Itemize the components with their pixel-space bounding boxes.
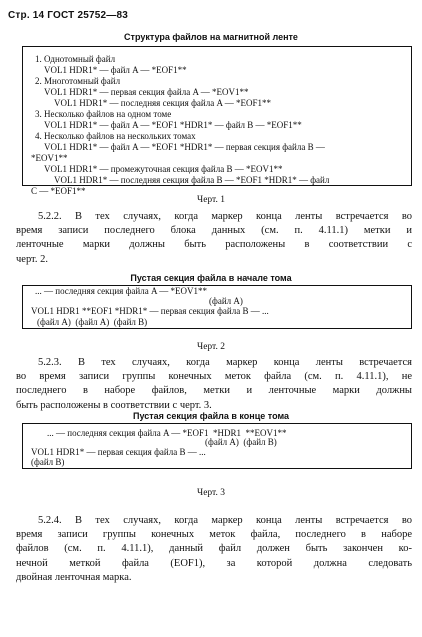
figure-3-line: (файл A) (файл B) bbox=[205, 437, 277, 447]
figure-1-line: VOL1 HDR1* — первая секция файла A — *EOV1** bbox=[44, 87, 249, 97]
paragraph-line: время записи последнего блока данных (см. п. 4.11.1) метки и bbox=[16, 225, 412, 237]
paragraph-line: 5.2.3. В тех случаях, когда маркер конца ленты встречается bbox=[38, 357, 412, 368]
figure-1-line: 2. Многотомный файл bbox=[35, 76, 121, 86]
figure-1-line: 4. Несколько файлов на нескольких томах bbox=[35, 131, 196, 141]
page-header: Стр. 14 ГОСТ 25752—83 bbox=[8, 10, 128, 21]
figure-1-line: VOL1 HDR1* — последняя секция файла B — *EOF1 *HDR1* — файл bbox=[54, 175, 330, 185]
figure-1-line: VOL1 HDR1* — промежуточная секция файла B — *EOV1** bbox=[44, 164, 283, 174]
figure-3-title: Пустая секция файла в конце тома bbox=[133, 411, 289, 421]
figure-3-line: ... — последняя секция файла A — *EOF1 *HDR1 **EOV1** bbox=[47, 428, 287, 438]
figure-1-title: Структура файлов на магнитной ленте bbox=[124, 32, 298, 42]
figure-3-caption: Черт. 3 bbox=[197, 488, 225, 498]
paragraph-line: во время записи группы конечных меток файла (см. п. 4.11.1), не bbox=[16, 371, 412, 383]
figure-3-box bbox=[22, 423, 412, 469]
figure-2-line: ... — последняя секция файла A — *EOV1** bbox=[35, 286, 207, 296]
paragraph-line: последнего в наборе файлов, метки и ленточные марки должны bbox=[16, 385, 412, 397]
paragraph-line: нечной меткой файла (EOF1), за которой должна следовать bbox=[16, 557, 412, 569]
paragraph-line: время записи группы конечных меток файла, последнего в наборе bbox=[16, 529, 412, 541]
paragraph-line: 5.2.4. В тех случаях, когда маркер конца ленты встречается во bbox=[38, 515, 412, 526]
figure-1-line: VOL1 HDR1* — последняя секция файла A — *EOF1** bbox=[54, 98, 271, 108]
paragraph-5-2-4 bbox=[16, 514, 412, 585]
figure-3-line: VOL1 HDR1* — первая секция файла B — ... bbox=[31, 447, 206, 457]
figure-2-line: (файл A) bbox=[209, 296, 243, 306]
paragraph-line: двойная ленточная марка. bbox=[16, 571, 132, 583]
paragraph-5-2-2 bbox=[16, 210, 412, 267]
figure-1-line: VOL1 HDR1* — файл A — *EOF1** bbox=[44, 65, 187, 75]
figure-1-line: 3. Несколько файлов на одном томе bbox=[35, 109, 172, 119]
figure-1-line: 1. Однотомный файл bbox=[35, 54, 116, 64]
figure-1-line: VOL1 HDR1* — файл A — *EOF1 *HDR1* — первая секция файла B — bbox=[44, 142, 325, 152]
paragraph-5-2-3 bbox=[16, 356, 412, 413]
paragraph-line: ленточные марки должны быть расположены в соответствии с bbox=[16, 239, 412, 251]
figure-1-line: *EOV1** bbox=[31, 153, 68, 163]
figure-2-title: Пустая секция файла в начале тома bbox=[130, 273, 292, 283]
paragraph-line: быть расположены в соответствии с черт. 3. bbox=[16, 399, 212, 411]
figure-1-caption: Черт. 1 bbox=[197, 195, 225, 205]
paragraph-line: 5.2.2. В тех случаях, когда маркер конца ленты встречается во bbox=[38, 211, 412, 222]
figure-1-line: C — *EOF1** bbox=[31, 186, 86, 196]
figure-2-caption: Черт. 2 bbox=[197, 342, 225, 352]
figure-3-line: (файл B) bbox=[31, 457, 65, 467]
paragraph-line: черт. 2. bbox=[16, 253, 48, 265]
figure-2-box bbox=[22, 285, 412, 329]
figure-1-line: VOL1 HDR1* — файл A — *EOF1 *HDR1* — файл B — *EOF1** bbox=[44, 120, 302, 130]
paragraph-line: файлов (см. п. 4.11.1), данный файл должен быть закончен ко- bbox=[16, 543, 412, 555]
figure-2-line: VOL1 HDR1 **EOF1 *HDR1* — первая секция файла B — ... bbox=[31, 306, 269, 316]
figure-2-line: (файл A) (файл A) (файл B) bbox=[37, 317, 148, 327]
figure-1-box bbox=[22, 46, 412, 196]
